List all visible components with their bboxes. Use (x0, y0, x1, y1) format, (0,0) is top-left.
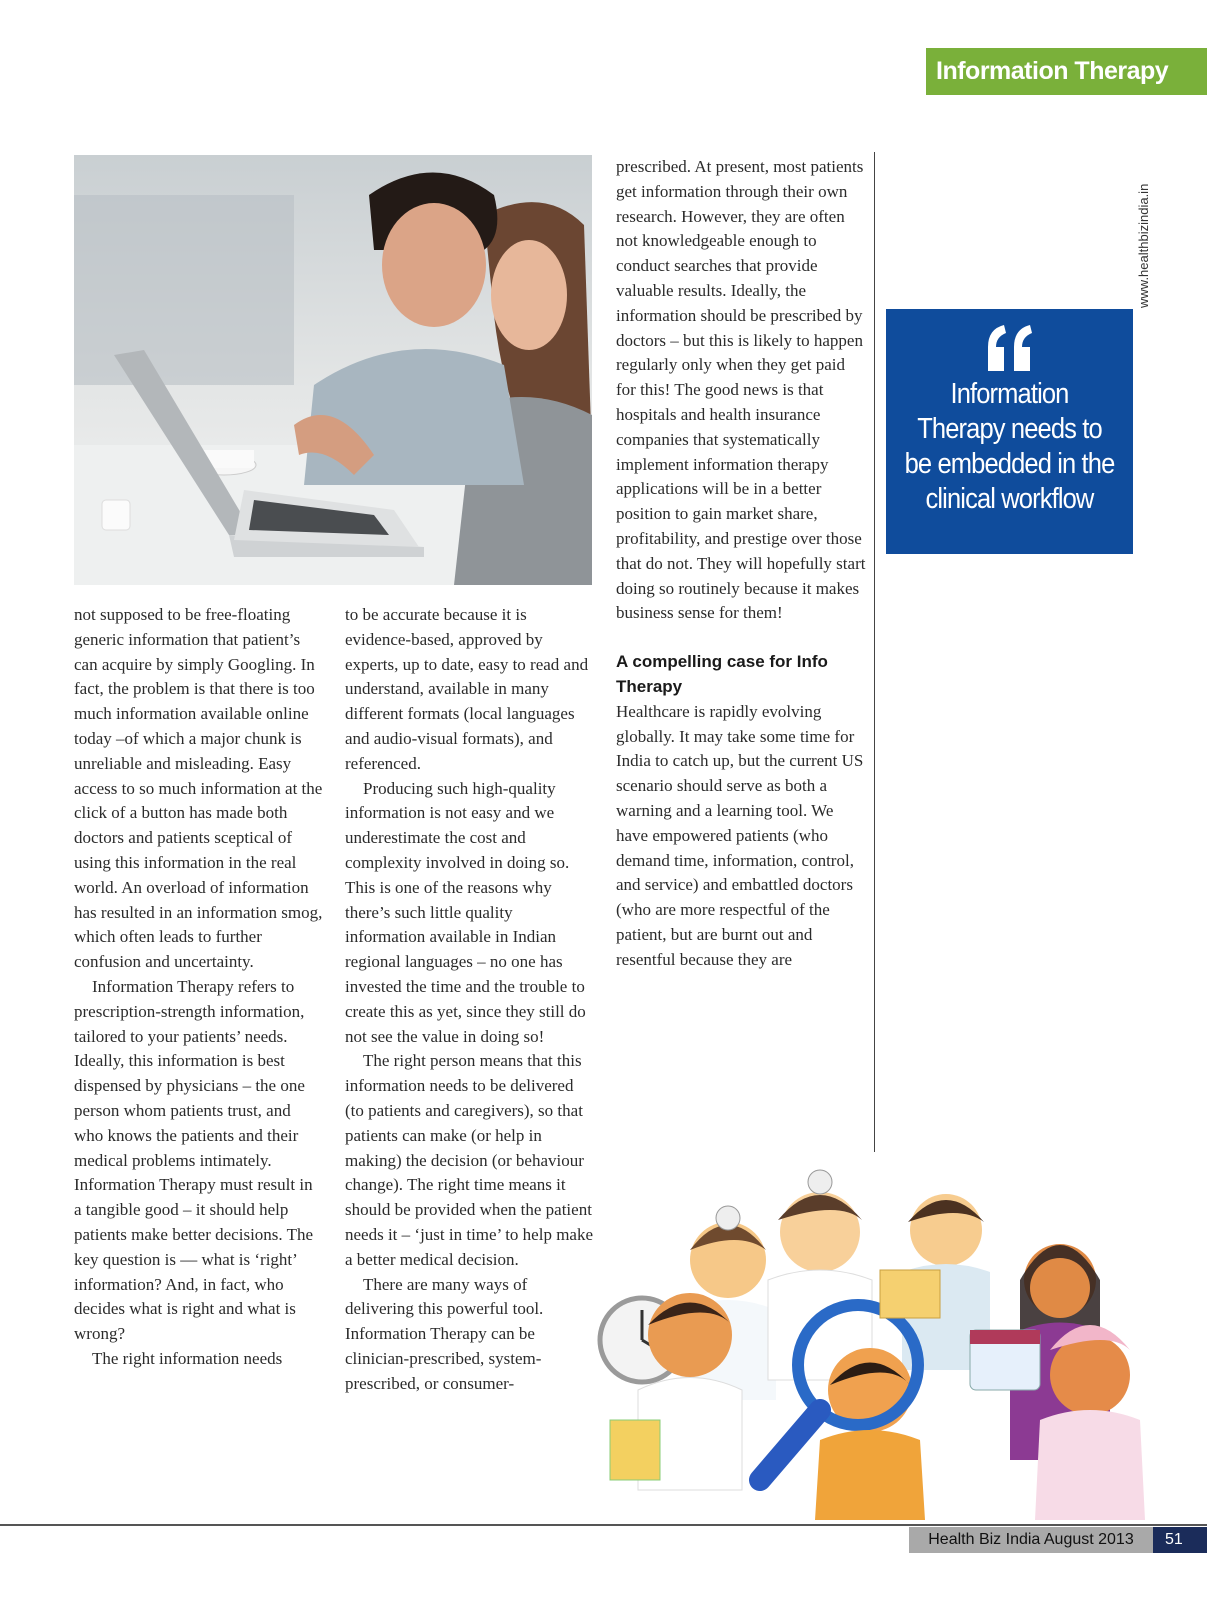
article-paragraph: There are many ways of delivering this powerful tool. Information Therapy can be clinician-prescribed, system-prescribed, or consumer- (345, 1274, 544, 1393)
quote-mark-icon (982, 321, 1038, 377)
pull-quote (886, 309, 1133, 554)
footer-rule (0, 1524, 1207, 1526)
footer-publication: Health Biz India August 2013 (909, 1527, 1153, 1553)
article-paragraph: to be accurate because it is evidence-based, approved by experts, up to date, easy to read and understand, available in many different formats (local languages and audio-visual formats), and referenced. (345, 605, 589, 773)
pull-quote-text: Information Therapy needs to be embedded in the clinical workflow (904, 378, 1115, 515)
article-paragraph: Information Therapy refers to prescription-strength information, tailored to your patients’ needs. Ideally, this information is best dispensed by physicians – the one person whom patients trust, and who knows the patients and their medical problems intimately. Information Therapy must result in a tangible good – it should help patients make better decisions. The key question is — what is ‘right’ information? And, in fact, who decides what is right and what is wrong? (74, 976, 314, 1344)
article-paragraph: Producing such high-quality information is not easy and we underestimate the cost and complexity involved in doing so. This is one of the reasons why there’s such little quality information available in Indian regional languages – no one has invested the time and the trouble to create this as yet, since they still do not see the value in doing so! (345, 778, 586, 1046)
article-column-2 (345, 603, 595, 1397)
article-paragraph: prescribed. At present, most patients get information through their own research. However, they are often not knowledgeable enough to conduct searches that provide valuable results. Ideally, the information should be prescribed by doctors – but this is likely to happen regularly only when they get paid for this! The good news is that hospitals and health insurance companies that systematically implement information therapy applications will be in a better position to gain market share, profitability, and prestige over those that do not. They will hopefully start doing so routinely because it makes business sense for them! (616, 157, 866, 623)
article-column-3 (616, 155, 866, 973)
article-column-1 (74, 603, 324, 1372)
article-paragraph: not supposed to be free-floating generic information that patient’s can acquire by simply Googling. In fact, the problem is that there is too much information available online today –of which a major chunk is unreliable and misleading. Easy access to so much information at the click of a button has made both doctors and patients sceptical of using this information in the real world. An overload of information has resulted in an information smog, which often leads to further confusion and uncertainty. (74, 605, 323, 972)
section-subheading: A compelling case for Info Therapy (616, 652, 828, 696)
article-paragraph: The right information needs (92, 1348, 283, 1368)
page-number: 51 (1153, 1527, 1207, 1553)
column-divider (874, 152, 875, 1152)
article-paragraph: Healthcare is rapidly evolving globally. It may take some time for India to catch up, but the current US scenario should serve as both a warning and a learning tool. We have empowered patients (who demand time, information, control, and service) and embattled doctors (who are more respectful of the patient, but are burnt out and resentful because they are (616, 701, 864, 969)
laptop-couple-photo (74, 155, 592, 585)
section-title: Information Therapy (926, 48, 1207, 95)
website-url: www.healthbizindia.in (1136, 183, 1151, 308)
article-paragraph: The right person means that this information needs to be delivered (to patients and caregivers), so that patients can make (or help in making) the decision (or behaviour change). The right time means it should be provided when the patient needs it – ‘just in time’ to help make a better medical decision. (345, 1051, 594, 1269)
medical-team-illustration (590, 1160, 1175, 1520)
